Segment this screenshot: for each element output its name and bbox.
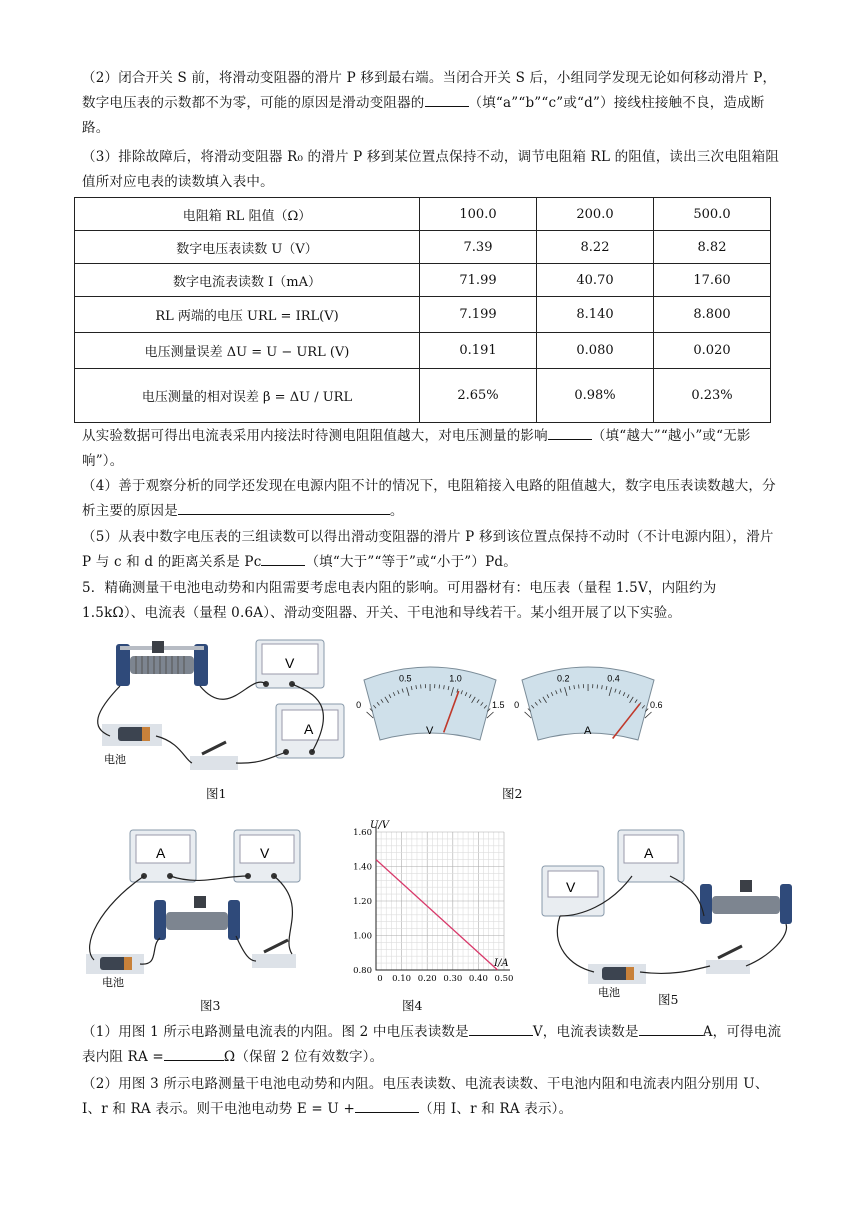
table-row bbox=[75, 333, 771, 369]
cell-value: 7.39 bbox=[420, 231, 537, 264]
switch bbox=[190, 742, 238, 770]
answer-blank-ra[interactable] bbox=[164, 1046, 224, 1061]
cell-value: 17.60 bbox=[654, 264, 771, 297]
cell-value: 40.70 bbox=[537, 264, 654, 297]
answer-blank-v[interactable] bbox=[469, 1021, 533, 1036]
answer-blank-a[interactable] bbox=[639, 1021, 703, 1036]
answer-blank-e[interactable] bbox=[355, 1098, 419, 1113]
cell-value: 7.199 bbox=[420, 297, 537, 333]
svg-text:电池: 电池 bbox=[104, 753, 126, 766]
figure-5-circuit bbox=[540, 826, 810, 999]
x-axis-label: I/A bbox=[494, 958, 509, 969]
cell-value: 500.0 bbox=[654, 198, 771, 231]
ammeter-fig5 bbox=[618, 830, 684, 882]
chart-axes bbox=[376, 826, 510, 970]
x-tick-label: 0 bbox=[377, 974, 383, 984]
meter-scale-label: 0.6 bbox=[649, 699, 663, 710]
cell-value: 0.23% bbox=[654, 369, 771, 423]
question-4-part-5: （5）从表中数字电压表的三组读数可以得出滑动变阻器的滑片 P 移到该位置点保持不动时（不计电源内阻），滑片 P 与 c 和 d 的距离关系是 Pc （填“大于”“等于”或“小于”）Pd。 bbox=[82, 529, 774, 570]
row-label: 数字电压表读数 U（V） bbox=[75, 231, 420, 264]
meter-dial bbox=[514, 667, 662, 740]
x-tick-label: 0.20 bbox=[417, 974, 437, 984]
svg-text:V: V bbox=[285, 655, 295, 671]
meter-tick bbox=[367, 712, 374, 718]
question-5-part-1: （1）用图 1 所示电路测量电流表的内阻。图 2 中电压表读数是 V，电流表读数是 A，可得电流表内阻 RA = Ω（保留 2 位有效数字）。 bbox=[82, 1020, 782, 1070]
question-4-part-4: （4）善于观察分析的同学还发现在电源内阻不计的情况下，电阻箱接入电路的阻值越大，数字电压表读数越大，分析主要的原因是 。 bbox=[82, 478, 776, 519]
rheostat-fig5 bbox=[700, 880, 792, 924]
question-5: 5．精确测量干电池电动势和内阻需要考虑电表内阻的影响。可用器材有：电压表（量程 1.5V，内阻约为 1.5kΩ）、电流表（量程 0.6A）、滑动变阻器、开关、干电池和导线若干。某小组开展了以下实验。 bbox=[82, 580, 717, 621]
figure-4-chart bbox=[340, 818, 520, 988]
voltmeter-fig3 bbox=[234, 830, 300, 882]
answer-blank-2[interactable] bbox=[425, 92, 469, 107]
cell-value: 100.0 bbox=[420, 198, 537, 231]
cell-value: 200.0 bbox=[537, 198, 654, 231]
meter-label: V bbox=[426, 725, 434, 737]
table-row bbox=[75, 369, 771, 423]
fig4-caption: 图4 bbox=[402, 998, 423, 1013]
cell-value: 8.800 bbox=[654, 297, 771, 333]
meter-scale-label: 0.5 bbox=[398, 673, 412, 684]
svg-text:A: A bbox=[644, 845, 654, 861]
cell-value: 0.080 bbox=[537, 333, 654, 369]
table-row bbox=[75, 264, 771, 297]
row-label: 电阻箱 RL 阻值（Ω） bbox=[75, 198, 420, 231]
meter-scale-label: 0.2 bbox=[556, 673, 570, 684]
row-label: 电压测量的相对误差 β = ΔU / URL bbox=[75, 369, 420, 423]
answer-blank-conc[interactable] bbox=[548, 425, 592, 440]
table-row bbox=[75, 231, 771, 264]
fig3-caption: 图3 bbox=[200, 998, 221, 1013]
cell-value: 0.98% bbox=[537, 369, 654, 423]
answer-blank-5[interactable] bbox=[261, 551, 305, 566]
battery bbox=[102, 724, 162, 746]
y-axis-label: U/V bbox=[370, 820, 390, 831]
figure-2-meters bbox=[356, 660, 663, 750]
conclusion-text: 从实验数据可得出电流表采用内接法时待测电阻阻值越大，对电压测量的影响 （填“越大”“越小”或“无影响”）。 bbox=[82, 424, 782, 474]
x-tick-label: 0.40 bbox=[468, 974, 488, 984]
ammeter bbox=[276, 704, 344, 758]
x-tick-label: 0.50 bbox=[494, 974, 514, 984]
table-row bbox=[75, 198, 771, 231]
row-label: RL 两端的电压 URL = IRL(V) bbox=[75, 297, 420, 333]
x-tick-label: 0.10 bbox=[392, 974, 412, 984]
y-tick-label: 1.40 bbox=[353, 862, 372, 873]
fig2-caption: 图2 bbox=[502, 786, 523, 801]
fig5-caption: 图5 bbox=[658, 992, 679, 1007]
question-4-part-3: （3）排除故障后，将滑动变阻器 R₀ 的滑片 P 移到某位置点保持不动，调节电阻箱 RL 的阻值，读出三次电阻箱阻值所对应电表的读数填入表中。 bbox=[82, 149, 780, 190]
cell-value: 8.22 bbox=[537, 231, 654, 264]
cell-value: 71.99 bbox=[420, 264, 537, 297]
y-tick-label: 1.60 bbox=[353, 828, 372, 838]
figure-3-circuit bbox=[80, 826, 312, 989]
x-tick-label: 0.30 bbox=[443, 974, 463, 984]
rheostat bbox=[116, 641, 208, 686]
svg-text:A: A bbox=[156, 845, 166, 861]
y-tick-label: 0.80 bbox=[353, 966, 372, 976]
row-label: 电压测量误差 ΔU = U − URL (V) bbox=[75, 333, 420, 369]
switch-fig5 bbox=[706, 946, 750, 974]
svg-text:V: V bbox=[566, 879, 576, 895]
meter-tick bbox=[645, 712, 652, 718]
y-tick-label: 1.00 bbox=[353, 931, 372, 942]
svg-text:电池: 电池 bbox=[102, 976, 124, 989]
row-label: 数字电流表读数 I（mA） bbox=[75, 264, 420, 297]
figure-1-circuit bbox=[90, 632, 360, 782]
battery-fig3 bbox=[86, 954, 144, 974]
cell-value: 8.140 bbox=[537, 297, 654, 333]
meter-tick bbox=[525, 712, 532, 718]
question-5-part-2: （2）用图 3 所示电路测量干电池电动势和内阻。电压表读数、电流表读数、干电池内阻和电流表内阻分别用 U、I、r 和 RA 表示。则干电池电动势 E = U + （用 I、r 和 RA 表示）。 bbox=[82, 1076, 769, 1117]
cell-value: 8.82 bbox=[654, 231, 771, 264]
voltmeter bbox=[256, 640, 324, 688]
table-row bbox=[75, 297, 771, 333]
answer-blank-4[interactable] bbox=[178, 500, 390, 515]
svg-text:V: V bbox=[260, 845, 270, 861]
cell-value: 0.191 bbox=[420, 333, 537, 369]
meter-scale-label: 0 bbox=[514, 699, 520, 710]
data-table bbox=[74, 197, 771, 423]
meter-scale-label: 0.4 bbox=[607, 673, 620, 684]
y-tick-label: 1.20 bbox=[353, 897, 372, 907]
meter-dial bbox=[356, 667, 504, 740]
voltmeter-fig5 bbox=[542, 866, 604, 916]
meter-tick bbox=[487, 712, 494, 718]
battery-fig5 bbox=[588, 964, 646, 984]
ammeter-fig3 bbox=[130, 830, 196, 882]
question-4-part-2: （2）闭合开关 S 前，将滑动变阻器的滑片 P 移到最右端。当闭合开关 S 后，小组同学发现无论如何移动滑片 P，数字电压表的示数都不为零，可能的原因是滑动变阻器的 （填“a”“b”“c”或“d”）接线柱接触不良，造成断路。 bbox=[82, 70, 777, 136]
svg-text:A: A bbox=[304, 721, 314, 737]
meter-label: A bbox=[584, 725, 592, 737]
meter-scale-label: 1.0 bbox=[449, 673, 462, 684]
svg-text:电池: 电池 bbox=[598, 986, 620, 999]
cell-value: 0.020 bbox=[654, 333, 771, 369]
rheostat-fig3 bbox=[154, 896, 240, 940]
meter-scale-label: 0 bbox=[356, 699, 362, 710]
meter-scale-label: 1.5 bbox=[491, 699, 505, 710]
fig1-caption: 图1 bbox=[206, 786, 227, 801]
cell-value: 2.65% bbox=[420, 369, 537, 423]
